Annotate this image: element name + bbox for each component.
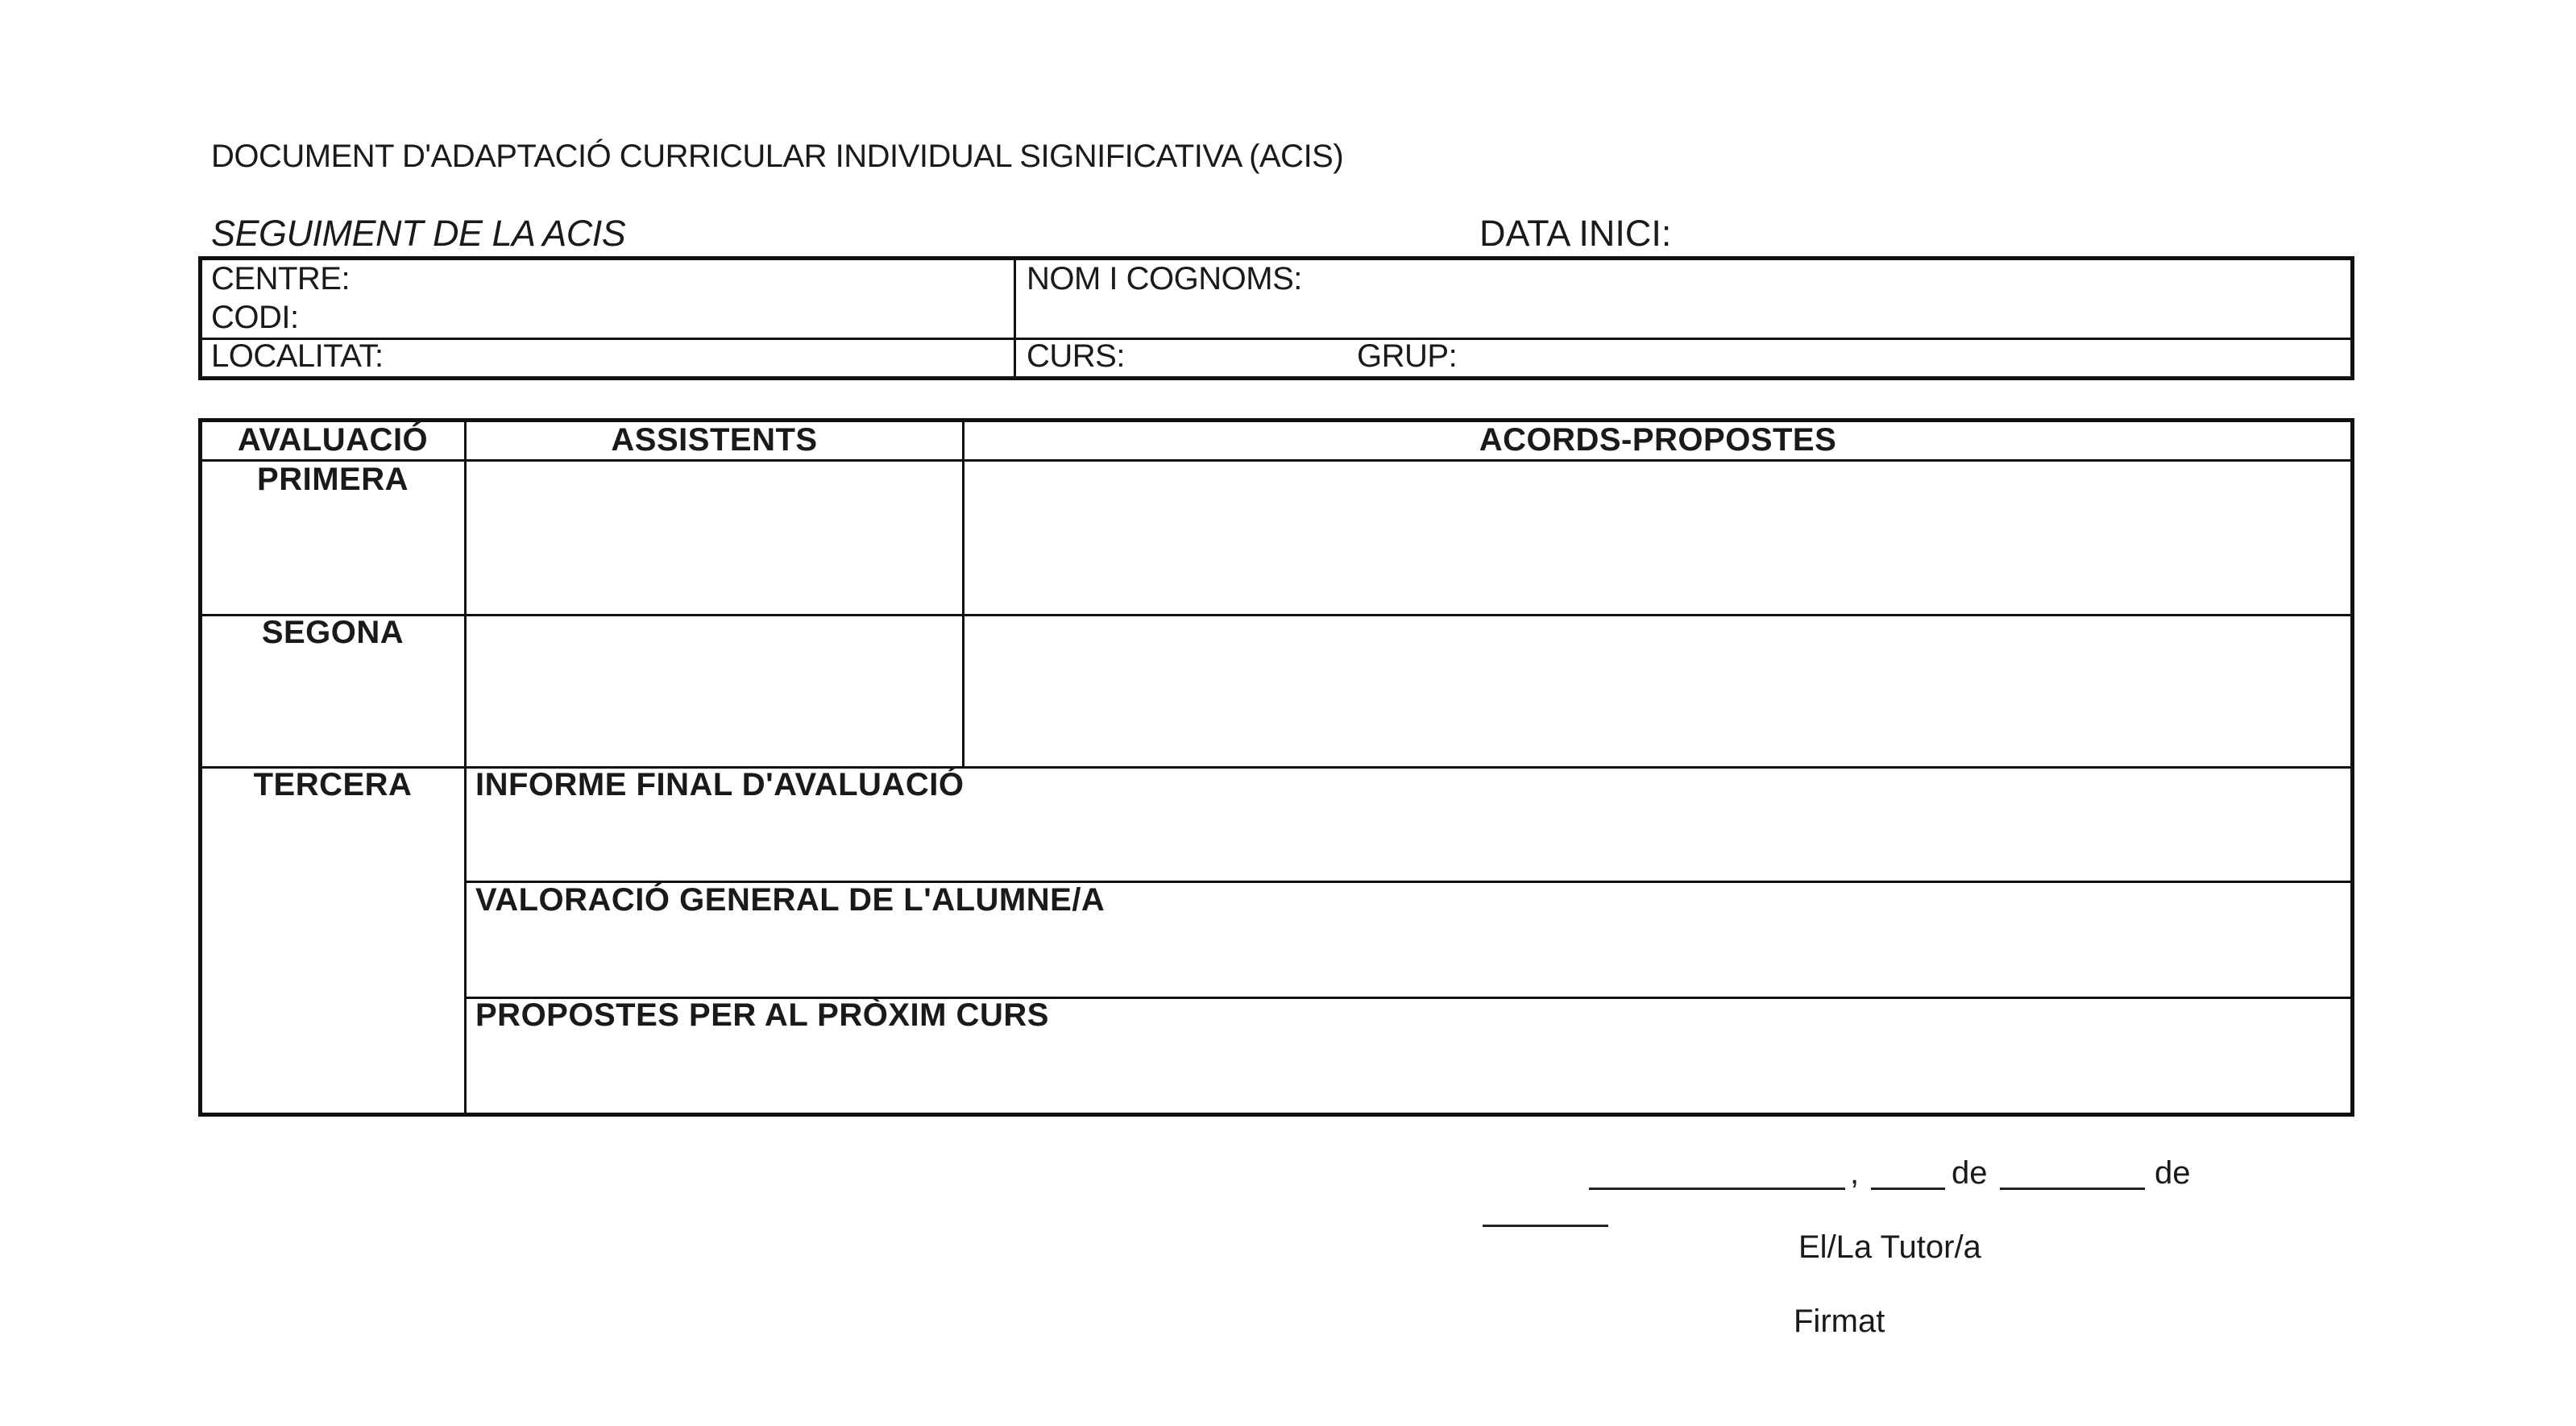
start-date-label: DATA INICI: (1479, 213, 1672, 254)
curs-label: CURS: (1027, 338, 1125, 374)
place-blank-line (1589, 1188, 1845, 1190)
col-header-avaluacio: AVALUACIÓ (237, 422, 429, 458)
nom-cognoms-label: NOM I COGNOMS: (1027, 261, 1302, 296)
col-header-assistents: ASSISTENTS (611, 422, 818, 458)
info-table-divider-horizontal (200, 338, 2353, 340)
section-informe-final: INFORME FINAL D'AVALUACIÓ (475, 767, 964, 802)
col-divider-2 (962, 420, 964, 768)
centre-label: CENTRE: (211, 261, 351, 296)
section-propostes-proxim: PROPOSTES PER AL PRÒXIM CURS (475, 997, 1049, 1033)
col-header-acords-propostes: ACORDS-PROPOSTES (1479, 422, 1837, 458)
document-title: DOCUMENT D'ADAPTACIÓ CURRICULAR INDIVIDUAL SIGNIFICATIVA (ACIS) (211, 139, 1344, 174)
row-label-segona: SEGONA (261, 615, 404, 650)
de-text-2: de (2155, 1155, 2191, 1191)
info-table-divider-vertical (1014, 258, 1016, 379)
row-label-primera: PRIMERA (257, 462, 409, 497)
tutor-label: El/La Tutor/a (1798, 1229, 1981, 1265)
year-blank-line (1483, 1225, 1608, 1227)
section-valoracio-general: VALORACIÓ GENERAL DE L'ALUMNE/A (475, 882, 1105, 918)
row-label-tercera: TERCERA (253, 767, 413, 802)
comma-text: , (1850, 1155, 1860, 1191)
de-text-1: de (1952, 1155, 1988, 1191)
day-blank-line (1871, 1188, 1945, 1190)
grup-label: GRUP: (1357, 338, 1458, 374)
localitat-label: LOCALITAT: (211, 338, 384, 374)
row-divider-1 (200, 614, 2353, 616)
month-blank-line (2000, 1188, 2145, 1190)
col-divider-1 (464, 420, 467, 1115)
signed-label: Firmat (1794, 1304, 1885, 1339)
header-divider (200, 459, 2353, 462)
document-subtitle: SEGUIMENT DE LA ACIS (211, 213, 626, 254)
codi-label: CODI: (211, 300, 299, 335)
